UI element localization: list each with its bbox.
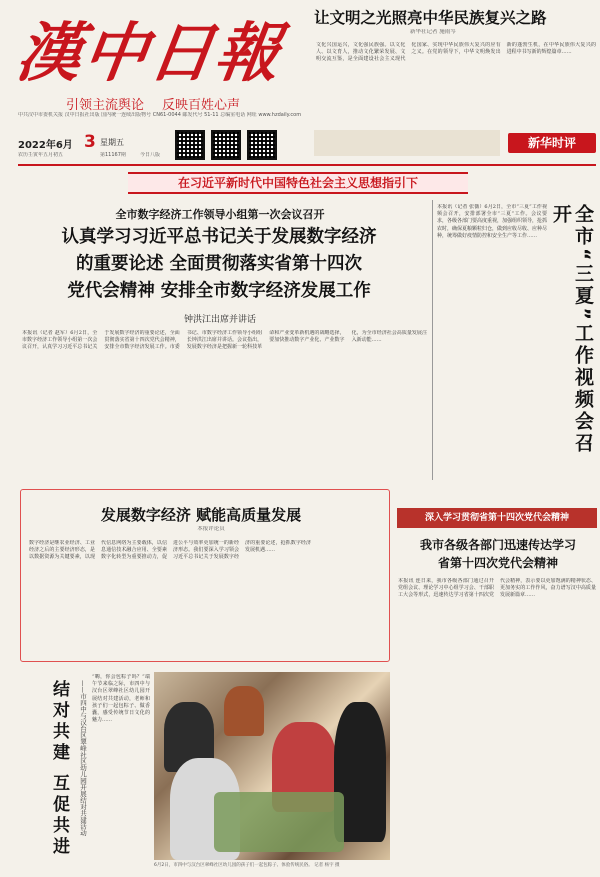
commentary-box (20, 489, 390, 662)
masthead-fine-print: 中共汉中市委机关报 汉中日报社出版 国内统一连续出版物号 CN61-0044 邮发代号 51-11 总编室电话 网址 www.hzdaily.com (18, 112, 302, 118)
slogan-left: 引领主流舆论 (66, 98, 145, 113)
theme-banner-text: 在习近平新时代中国特色社会主义思想指引下 (177, 176, 418, 190)
top-story-continuation (314, 130, 500, 156)
qr-code[interactable] (211, 130, 241, 160)
top-story-byline: 新华社记者 施雨岑 (410, 29, 456, 35)
side-story-body: 本报讯（记者 张薇）6月2日，全市“三夏”工作视频会召开，安排部署全市“三夏”工作。会议要求，各级各部门要高度重视，加强组织领导，抢抓农时，确保夏粮颗粒归仓，做到应收尽收、应种尽种，统筹做好疫情防控和安全生产等工作…… (437, 204, 547, 239)
qr-code[interactable] (175, 130, 205, 160)
party-congress-headline-line: 我市各级各部门迅速传达学习 (419, 538, 576, 552)
party-congress-headline (398, 536, 598, 572)
photo-table (214, 792, 344, 852)
xinhua-commentary-tag: 新华时评 (508, 133, 596, 153)
top-story-headline: 让文明之光照亮中华民族复兴之路 (314, 9, 547, 27)
party-congress-headline-line: 省第十四次党代会精神 (437, 556, 558, 570)
lead-body: 本报讯（记者 赵军）6月2日，全市数字经济工作领导小组第一次会议召开，认真学习习近平总书记关于发展数字经济的重要论述，全面贯彻落实省第十四次党代会精神，安排全市数字经济发展工作。市委书记、市数字经济工作领导小组组长钟洪江出席并讲话。会议指出，发展数字经济是把握新一轮科技革命和产业变革新机遇的战略选择，要加快推动数字产业化、产业数字化，为全市经济社会高质量发展注入新动能…… (22, 330, 427, 351)
lead-subhead: 钟洪江出席并讲话 (183, 315, 256, 325)
commentary-body: 数字经济是继农业经济、工业经济之后的主要经济形态，是以数据资源为关键要素，以现代信息网络为主要载体，以信息通信技术融合应用、全要素数字化转型为重要推动力，促进公平与效率更加统一的新经济形态。我们要深入学习领会习近平总书记关于发展数字经济的重要论述，抢抓数字经济发展机遇…… (29, 540, 311, 561)
commentary-byline: 本报评论员 (197, 526, 225, 532)
bottom-story-subhead: ——市四中与汉台区翠峰社区幼儿园开展结对共建活动 (79, 680, 87, 836)
masthead-divider (18, 164, 596, 166)
page-count: 今日八版 (140, 152, 161, 158)
bottom-story-body: “嗨，你会包粽子吗？”端午节来临之际，市四中与汉台区翠峰社区幼儿园开展结对共建活动，老师和孩子们一起包粽子、做香囊，感受传统节日文化的魅力…… (92, 674, 150, 724)
lead-headline-line: 认真学习习近平总书记关于发展数字经济 (61, 227, 377, 247)
lunar-date: 农历壬寅年五月初五 (18, 152, 64, 158)
slogan-right: 反映百姓心声 (162, 98, 241, 113)
top-story-body: 文化兴国运兴，文化强民族强。以文化人、以文育人，推动文化繁荣发展、文明交流互鉴，是全面建设社会主义现代化国家、实现中华民族伟大复兴的应有之义。在党的领导下，中华文明焕发出新的蓬勃生机，在中华民族伟大复兴的进程中书写新的辉煌篇章…… (316, 42, 596, 63)
commentary-headline: 发展数字经济 赋能高质量发展 (100, 506, 302, 524)
lead-headline-line: 党代会精神 安排全市数字经济发展工作 (67, 281, 371, 301)
theme-banner (128, 172, 468, 194)
bottom-story-headline: 结对共建 互促共进 (49, 680, 69, 858)
lead-kicker: 全市数字经济工作领导小组第一次会议召开 (115, 208, 325, 221)
party-congress-body: 本报讯 连日来，我市各级各部门通过召开党组会议、理论学习中心组学习会、干部职工大会等形式，迅速传达学习省第十四次党代会精神，表示要以更加饱满的精神状态、更加务实的工作作风，奋力谱写汉中高质量发展新篇章…… (398, 578, 596, 599)
column-rule (432, 200, 433, 480)
weekday: 星期五 (100, 138, 124, 147)
lead-headline-line: 的重要论述 全面贯彻落实省第十四次 (75, 254, 363, 274)
date-year-month: 2022年6月 (18, 140, 73, 151)
lead-headline (24, 224, 414, 305)
masthead-title: 漢中日報 (11, 16, 287, 91)
news-photo (154, 672, 390, 860)
issue-number: 第11167期 (100, 152, 126, 158)
side-story-headline: 全市“三夏”工作视频会召开 (550, 204, 594, 455)
party-congress-tag: 深入学习贯彻省第十四次党代会精神 (397, 508, 597, 528)
qr-code[interactable] (247, 130, 277, 160)
photo-figure (224, 686, 264, 736)
date-day: 3 (84, 132, 96, 152)
photo-caption: 6月2日，市四中与汉台区翠峰社区幼儿园的孩子们一起包粽子、体验传统民俗。 记者 杨宇 摄 (154, 863, 340, 868)
